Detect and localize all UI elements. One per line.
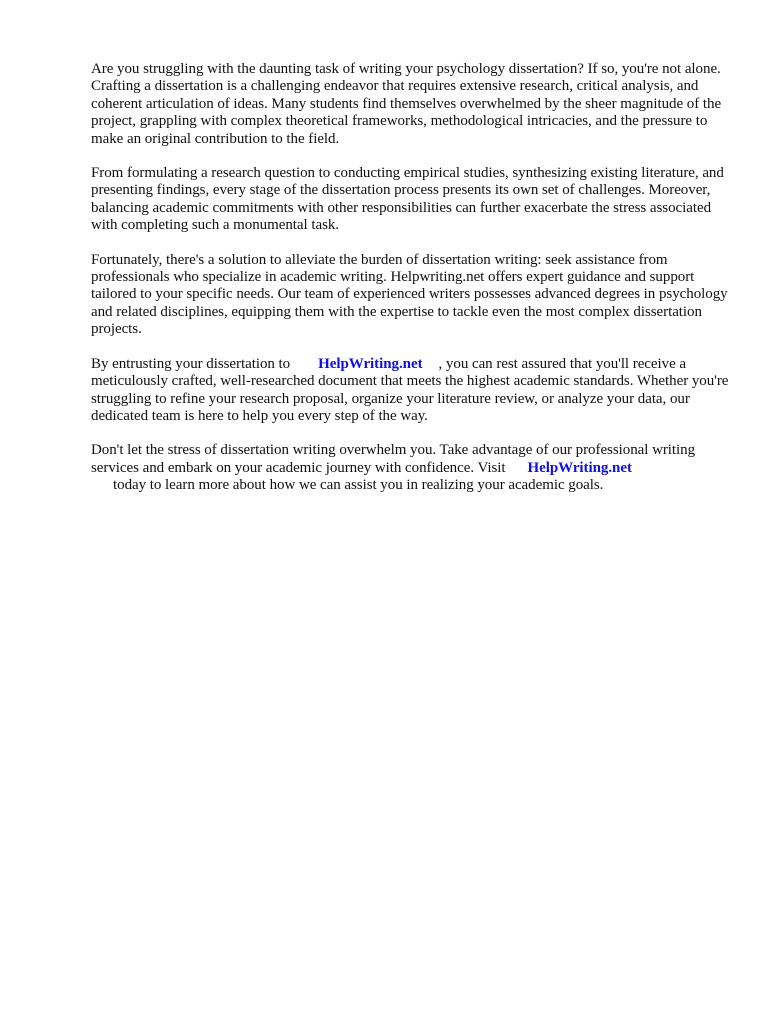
paragraph-entrust-text-after: , you can rest assured that you'll receive a meticulously crafted, well-researched document that meets the highest academic standards. Whether you're struggling to refine your research proposal, organize your literature review, or analyze your data, our dedicated team is here to help you every step of the way. (91, 355, 729, 424)
helpwriting-link[interactable]: HelpWriting.net (318, 355, 423, 372)
paragraph-intro: Are you struggling with the daunting task of writing your psychology dissertation? If so, you're not alone. Crafting a dissertation is a challenging endeavor that requires extensive research, critical analysis, and coherent articulation of ideas. Many students find themselves overwhelmed by the sheer magnitude of the project, grappling with complex theoretical frameworks, methodological intricacies, and the pressure to make an original contribution to the field. (91, 61, 722, 147)
paragraph-cta-text-before: Don't let the stress of dissertation writing overwhelm you. Take advantage of our professional writing services and embark on your academic journey with confidence. Visit (91, 442, 696, 476)
paragraph-cta-text-after: today to learn more about how we can assist you in realizing your academic goals. (113, 477, 604, 494)
document-body (91, 61, 731, 512)
helpwriting-link-visit[interactable]: HelpWriting.net (527, 459, 632, 476)
paragraph-call-to-action (91, 442, 731, 494)
paragraph-entrust-text-before: By entrusting your dissertation to (91, 355, 291, 372)
paragraph-solution: Fortunately, there's a solution to alleviate the burden of dissertation writing: seek assistance from professionals who specialize in academic writing. Helpwriting.net offers expert guidance and support tailored to your specific needs. Our team of experienced writers possesses advanced degrees in psychology and related disciplines, equipping them with the expertise to tackle even the most complex dissertation projects. (91, 251, 728, 338)
paragraph-entrust (91, 356, 731, 426)
paragraph-challenges: From formulating a research question to conducting empirical studies, synthesizing existing literature, and presenting findings, every stage of the dissertation process presents its own set of challenges. Moreover, balancing academic commitments with other responsibilities can further exacerbate the stress associated with completing such a monumental task. (91, 165, 724, 234)
